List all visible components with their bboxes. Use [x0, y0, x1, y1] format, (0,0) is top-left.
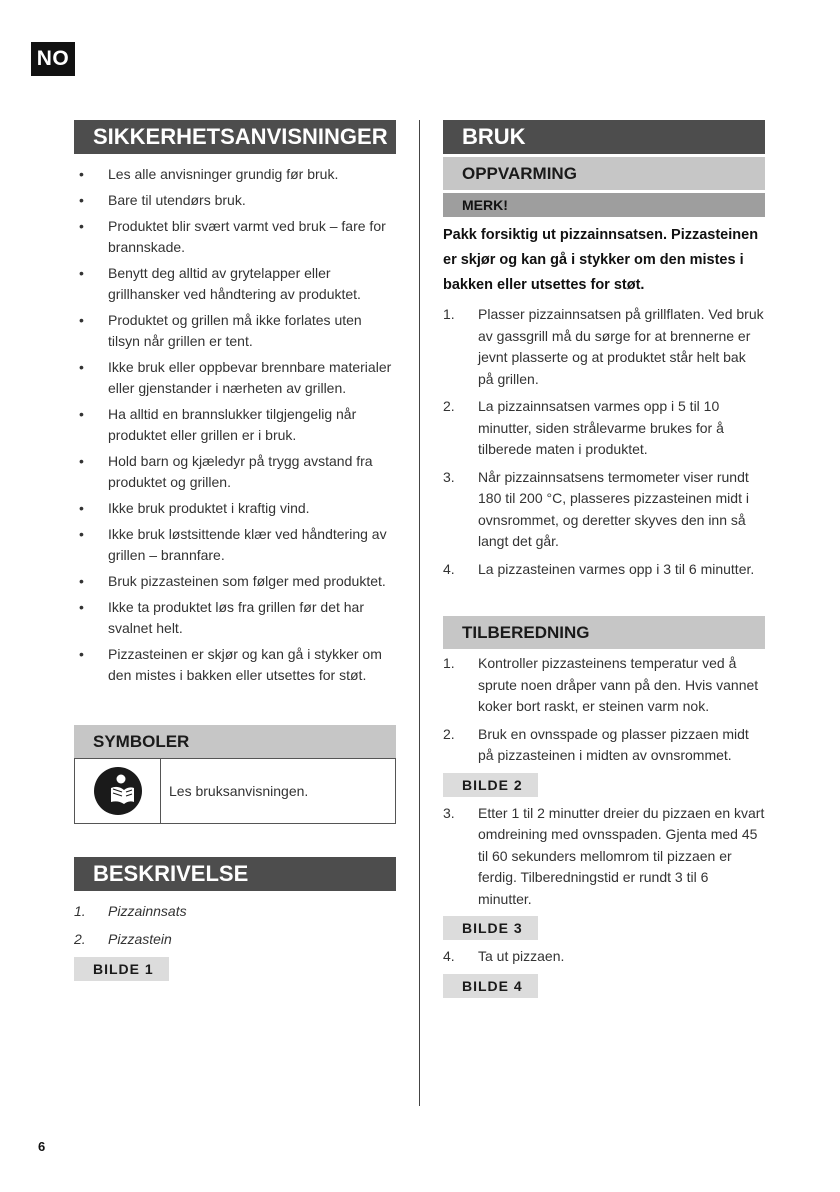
bullet-icon: • [79, 646, 84, 662]
cooking-heading: TILBEREDNING [443, 616, 765, 649]
safety-item-text: Ikke bruk løstsittende klær ved håndtering av grillen – brannfare. [108, 526, 387, 563]
heating-heading: OPPVARMING [443, 157, 765, 190]
bullet-icon: • [79, 526, 84, 542]
heating-steps [443, 304, 765, 580]
safety-item-text: Pizzasteinen er skjør og kan gå i stykker om den mistes i bakken eller utsettes for støt. [108, 646, 382, 683]
safety-item-text: Ikke ta produktet løs fra grillen før det har svalnet helt. [108, 599, 364, 636]
figure-label-1: BILDE 1 [74, 957, 169, 981]
safety-item-text: Bare til utendørs bruk. [108, 192, 246, 208]
bullet-icon: • [79, 265, 84, 281]
symbol-description: Les bruksanvisningen. [169, 783, 309, 799]
part-label: Pizzastein [108, 931, 172, 947]
part-number: 2. [74, 931, 86, 947]
safety-item [74, 310, 396, 352]
step-number: 2. [443, 725, 455, 742]
safety-item-text: Produktet og grillen må ikke forlates uten tilsyn når grillen er tent. [108, 312, 362, 349]
step-text: Kontroller pizzasteinens temperatur ved å sprute noen dråper vann på den. Hvis vannet koker bort raskt, er steinen varm nok. [478, 655, 759, 714]
step-item [443, 304, 765, 390]
figure-label-4: BILDE 4 [443, 974, 538, 998]
safety-item-text: Bruk pizzasteinen som følger med produktet. [108, 573, 386, 589]
step-item [443, 467, 765, 553]
safety-item [74, 597, 396, 639]
safety-list [74, 164, 396, 686]
bullet-icon: • [79, 312, 84, 328]
part-item [74, 929, 396, 950]
description-heading: BESKRIVELSE [74, 857, 396, 891]
bullet-icon: • [79, 599, 84, 615]
safety-item [74, 571, 396, 592]
language-badge: NO [31, 42, 75, 76]
cooking-step-3 [443, 803, 765, 911]
safety-heading: SIKKERHETSANVISNINGER [74, 120, 396, 154]
safety-item [74, 263, 396, 305]
note-text: Pakk forsiktig ut pizzainnsatsen. Pizzasteinen er skjør og kan gå i stykker om den mistes i bakken eller utsettes for støt. [443, 227, 759, 293]
page-number: 6 [38, 1139, 46, 1154]
cooking-step-4 [443, 946, 765, 968]
safety-item [74, 451, 396, 493]
step-text: Plasser pizzainnsatsen på grillflaten. Ved bruk av gassgrill må du sørge for at brennerne er jevnt plasserte og at produktet står helt bak på grillen. [478, 306, 764, 387]
step-text: La pizzainnsatsen varmes opp i 5 til 10 minutter, siden strålevarme brukes for å tilberede maten i produktet. [478, 398, 724, 457]
step-item [443, 946, 765, 968]
step-item [443, 803, 765, 911]
step-text: Etter 1 til 2 minutter dreier du pizzaen en kvart omdreining med ovnsspaden. Gjenta med 45 til 60 sekunders mellomrom til pizzaen er ferdig. Tilberedningstid er rundt 3 til 6 minutter. [478, 804, 765, 907]
symbol-table [74, 758, 396, 824]
step-number: 3. [443, 468, 455, 485]
part-item [74, 901, 396, 922]
step-item [443, 653, 765, 718]
step-item [443, 724, 765, 767]
parts-list [74, 901, 396, 950]
bullet-icon: • [79, 453, 84, 469]
safety-item [74, 164, 396, 185]
step-number: 4. [443, 560, 455, 577]
cooking-steps [443, 653, 765, 767]
safety-item-text: Ha alltid en brannslukker tilgjengelig når produktet eller grillen er i bruk. [108, 406, 357, 443]
step-item [443, 559, 765, 581]
column-divider [419, 120, 420, 1106]
symbol-icon-cell [75, 759, 161, 823]
bullet-icon: • [79, 192, 84, 208]
bullet-icon: • [79, 359, 84, 375]
bullet-icon: • [79, 218, 84, 234]
left-column [74, 120, 396, 981]
part-label: Pizzainnsats [108, 903, 187, 919]
read-manual-icon [93, 766, 143, 816]
safety-item [74, 524, 396, 566]
bullet-icon: • [79, 406, 84, 422]
step-text: Ta ut pizzaen. [478, 948, 565, 964]
step-number: 2. [443, 398, 455, 414]
safety-item-text: Ikke bruk produktet i kraftig vind. [108, 500, 310, 516]
safety-item [74, 404, 396, 446]
step-number: 3. [443, 804, 455, 821]
step-text: La pizzasteinen varmes opp i 3 til 6 minutter. [478, 560, 755, 577]
part-number: 1. [74, 903, 86, 919]
bullet-icon: • [79, 573, 84, 589]
right-column [443, 120, 765, 998]
step-item [443, 396, 765, 461]
bullet-icon: • [79, 500, 84, 516]
safety-item-text: Hold barn og kjæledyr på trygg avstand fra produktet og grillen. [108, 453, 373, 490]
figure-label-2: BILDE 2 [443, 773, 538, 797]
safety-item-text: Benytt deg alltid av grytelapper eller grillhansker ved håndtering av produktet. [108, 265, 361, 302]
safety-item-text: Les alle anvisninger grundig før bruk. [108, 166, 339, 182]
step-number: 1. [443, 306, 455, 322]
safety-item-text: Produktet blir svært varmt ved bruk – fare for brannskade. [108, 218, 386, 255]
step-number: 1. [443, 655, 455, 671]
step-text: Når pizzainnsatsens termometer viser rundt 180 til 200 °C, plasseres pizzasteinen midt i ovnsrommet, og deretter skyves den inn så langt det går. [478, 468, 749, 549]
figure-label-3: BILDE 3 [443, 916, 538, 940]
safety-item [74, 216, 396, 258]
safety-item [74, 357, 396, 399]
use-heading: BRUK [443, 120, 765, 154]
safety-item [74, 498, 396, 519]
bullet-icon: • [79, 166, 84, 182]
safety-item-text: Ikke bruk eller oppbevar brennbare materialer eller gjenstander i nærheten av grillen. [108, 359, 392, 396]
step-text: Bruk en ovnsspade og plasser pizzaen midt på pizzasteinen i midten av ovnsrommet. [478, 725, 749, 763]
step-number: 4. [443, 948, 455, 964]
safety-item [74, 190, 396, 211]
safety-item [74, 644, 396, 686]
symbols-heading: SYMBOLER [74, 725, 396, 758]
note-label: MERK! [443, 193, 765, 217]
